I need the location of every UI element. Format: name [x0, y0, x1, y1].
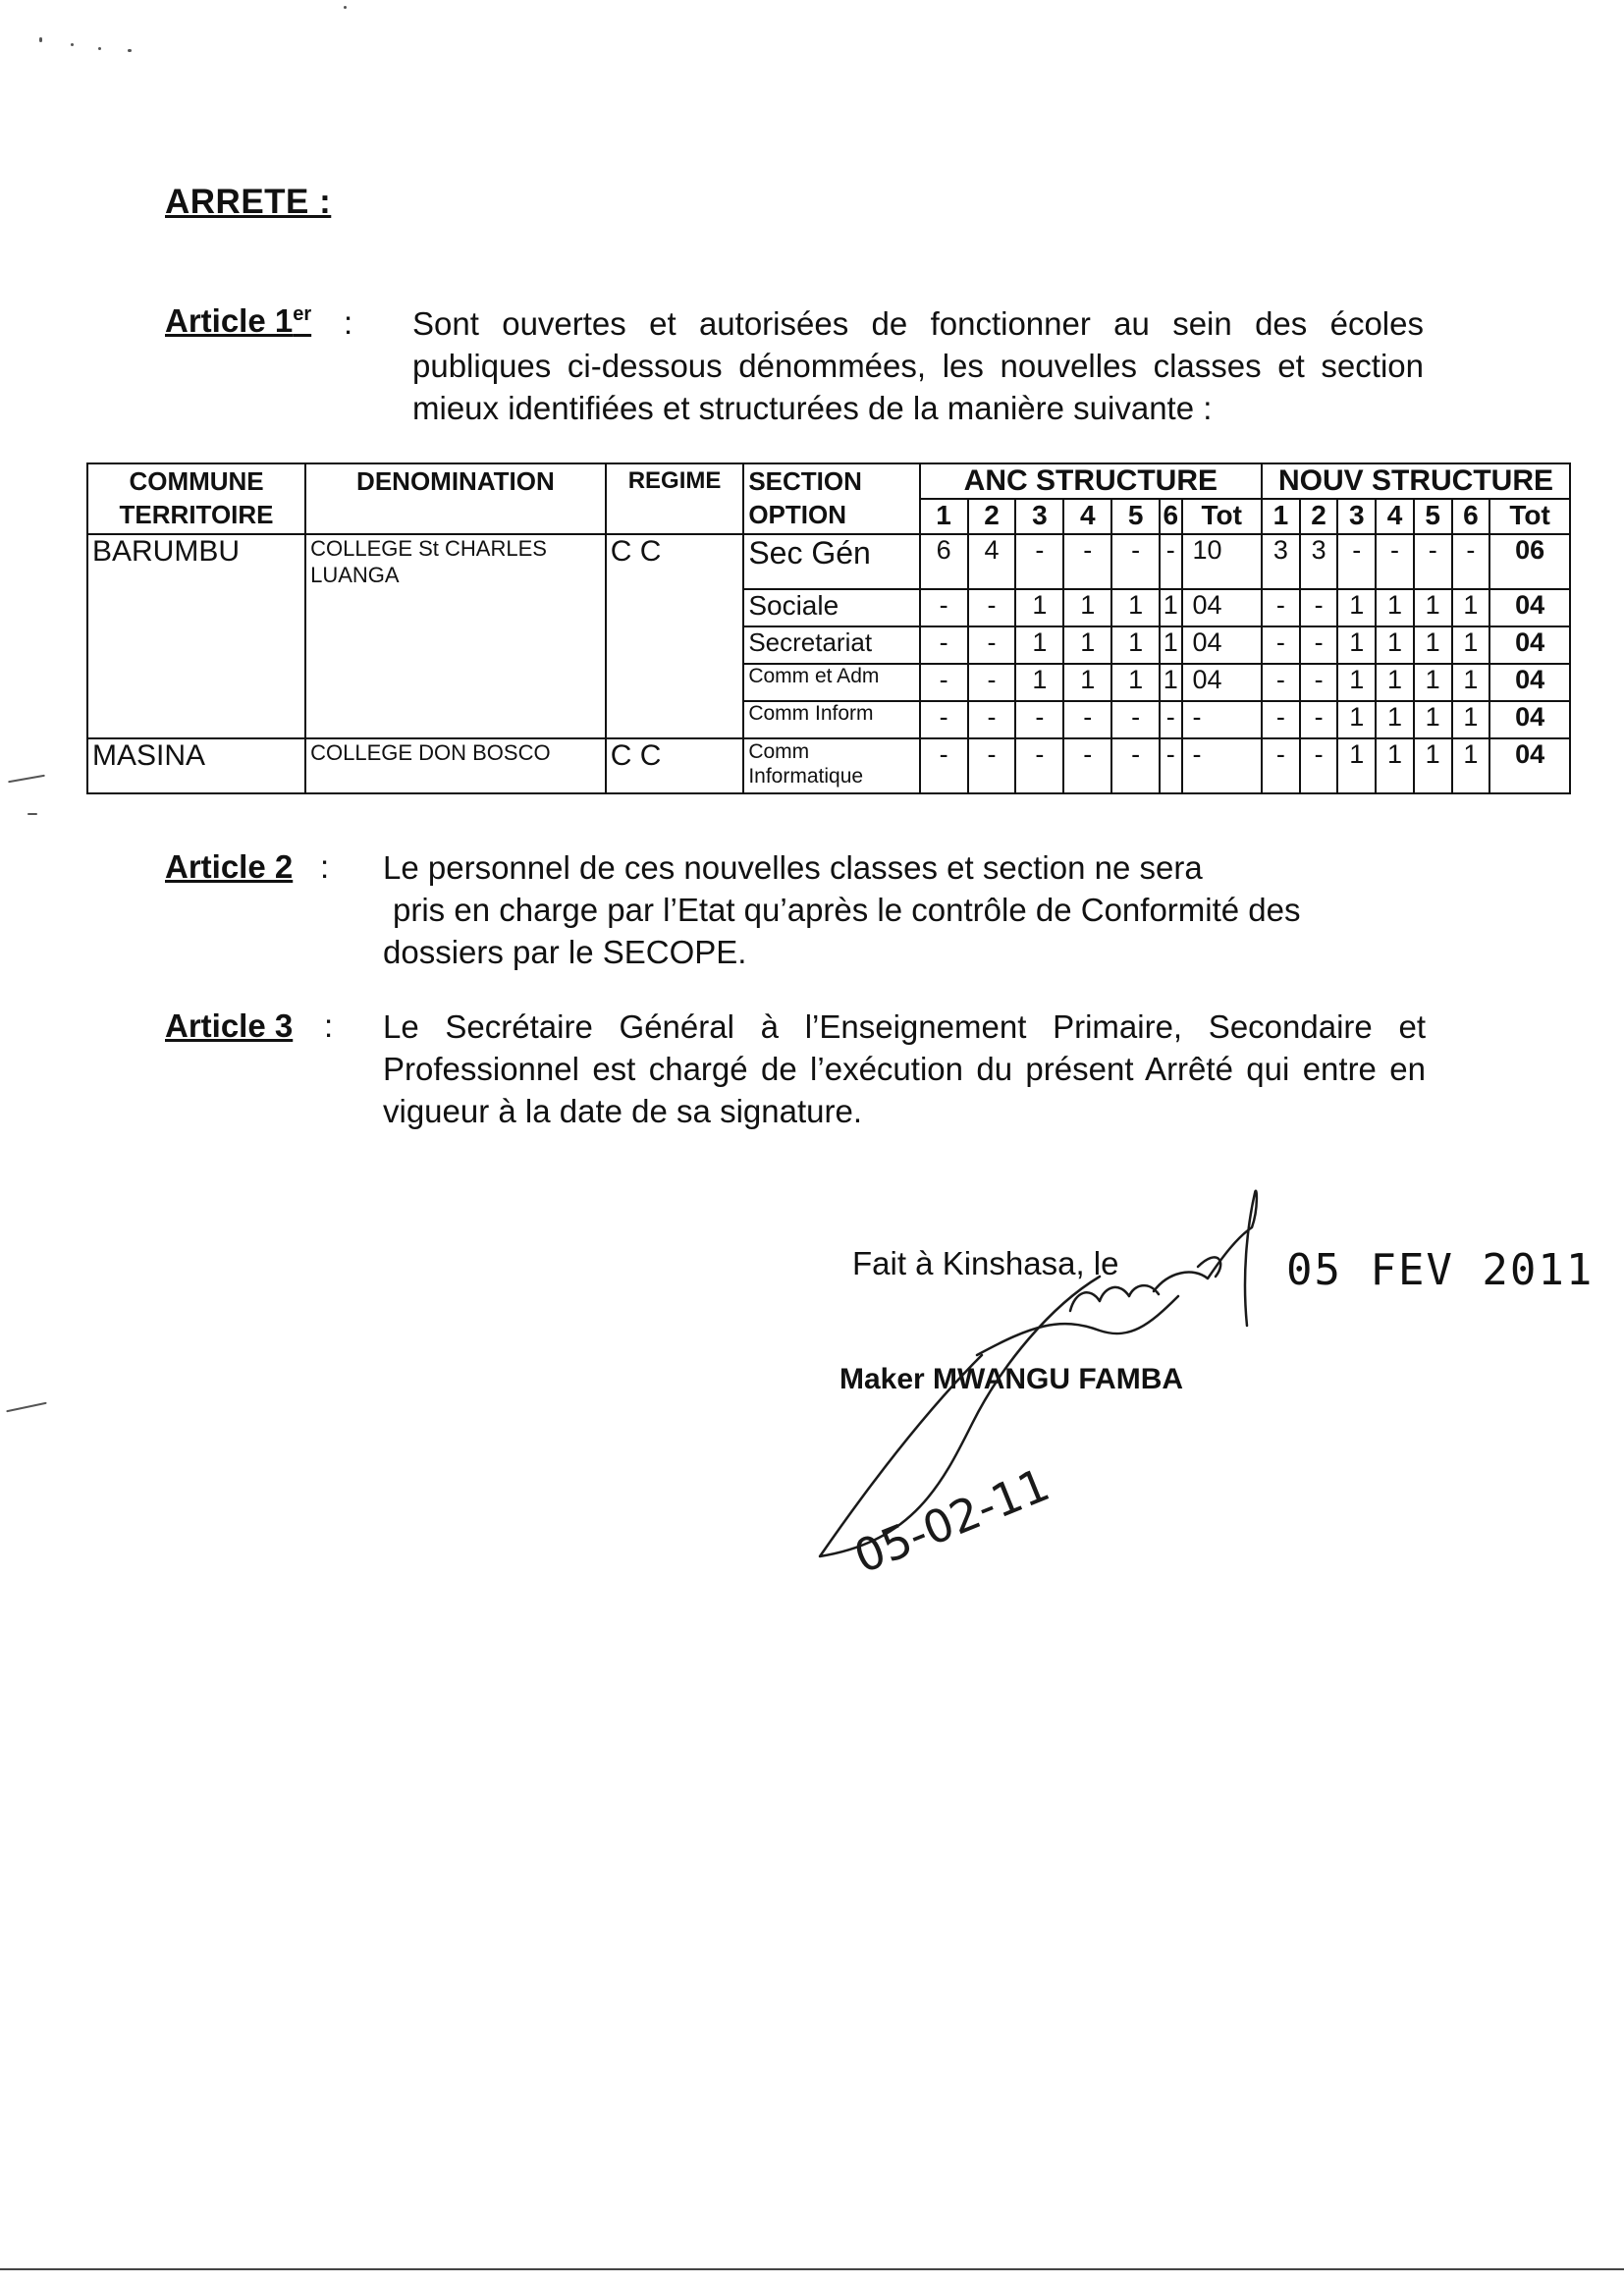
structure-table: [86, 462, 1571, 794]
header-section: [743, 463, 919, 534]
section-cell: Sociale: [743, 589, 919, 626]
nouv-total: 04: [1489, 701, 1570, 738]
header-anc-structure: ANC STRUCTURE: [920, 463, 1262, 499]
header-nouv-structure: NOUV STRUCTURE: [1262, 463, 1570, 499]
header-commune: [87, 463, 305, 534]
nouv-value: -: [1262, 626, 1300, 664]
nouv-value: -: [1300, 701, 1338, 738]
nouv-value: 1: [1452, 589, 1490, 626]
nouv-value: -: [1262, 589, 1300, 626]
nouv-value: 1: [1337, 589, 1376, 626]
scan-speck: [98, 47, 101, 50]
scan-speck: [39, 37, 42, 42]
header-section-line1: SECTION: [748, 466, 862, 496]
table-row: [87, 738, 1570, 793]
anc-value: -: [1111, 738, 1160, 793]
anc-value: 1: [1063, 664, 1111, 701]
nouv-value: -: [1300, 589, 1338, 626]
anc-value: -: [968, 589, 1016, 626]
nouv-value: 1: [1452, 701, 1490, 738]
nouv-value: 1: [1376, 738, 1414, 793]
header-nouv-col: 3: [1337, 499, 1376, 534]
header-nouv-col: Tot: [1489, 499, 1570, 534]
nouv-value: 1: [1414, 738, 1452, 793]
regime-cell: C C: [606, 534, 744, 738]
nouv-value: 1: [1376, 626, 1414, 664]
article-1-label-text: Article 1: [165, 302, 294, 339]
signer-name: Maker MWANGU FAMBA: [839, 1363, 1184, 1395]
anc-value: -: [1111, 534, 1160, 589]
nouv-value: 1: [1376, 664, 1414, 701]
anc-value: -: [1015, 701, 1063, 738]
anc-value: 1: [1111, 589, 1160, 626]
header-nouv-col: 6: [1452, 499, 1490, 534]
nouv-value: 1: [1337, 626, 1376, 664]
handwritten-signature: [805, 1169, 1414, 1620]
place-date-label: Fait à Kinshasa, le: [852, 1245, 1119, 1281]
anc-value: -: [1063, 534, 1111, 589]
anc-value: -: [920, 589, 968, 626]
scan-speck: [344, 6, 347, 9]
nouv-value: 3: [1262, 534, 1300, 589]
nouv-value: -: [1262, 664, 1300, 701]
anc-value: 1: [1063, 589, 1111, 626]
anc-value: -: [920, 701, 968, 738]
nouv-value: 1: [1414, 626, 1452, 664]
anc-total: 04: [1182, 664, 1263, 701]
nouv-value: 1: [1337, 664, 1376, 701]
nouv-value: -: [1300, 664, 1338, 701]
anc-value: -: [1160, 738, 1181, 793]
article-1-text: Sont ouvertes et autorisées de fonctionner au sein des écoles publiques ci-dessous dénommées, les nouvelles classes et section mieux identifiées et structurées de la manière suivante :: [412, 305, 1424, 426]
header-nouv-col: 1: [1262, 499, 1300, 534]
commune-cell: MASINA: [87, 738, 305, 793]
anc-value: -: [968, 701, 1016, 738]
header-nouv-col: 5: [1414, 499, 1452, 534]
nouv-value: 1: [1376, 589, 1414, 626]
anc-value: -: [920, 664, 968, 701]
scan-speck: [6, 1402, 46, 1413]
article-1-label: [165, 302, 311, 340]
anc-value: 1: [1160, 626, 1181, 664]
anc-value: -: [968, 738, 1016, 793]
nouv-total: 06: [1489, 534, 1570, 589]
article-1-sup: er: [293, 303, 312, 325]
anc-total: -: [1182, 738, 1263, 793]
nouv-total: 04: [1489, 664, 1570, 701]
nouv-value: -: [1300, 738, 1338, 793]
header-commune-line1: COMMUNE: [129, 466, 264, 496]
header-commune-line2: TERRITOIRE: [119, 500, 274, 529]
anc-value: -: [1015, 534, 1063, 589]
article-2-colon: :: [320, 848, 330, 885]
anc-value: -: [920, 626, 968, 664]
nouv-value: -: [1414, 534, 1452, 589]
table-row: [87, 534, 1570, 589]
header-denomination: DENOMINATION: [305, 463, 606, 534]
anc-total: 04: [1182, 589, 1263, 626]
article-2-line: pris en charge par l’Etat qu’après le contrôle de Conformité des: [393, 892, 1301, 928]
anc-value: 1: [1111, 626, 1160, 664]
nouv-value: -: [1376, 534, 1414, 589]
denomination-cell: COLLEGE DON BOSCO: [305, 738, 606, 793]
nouv-value: 1: [1337, 701, 1376, 738]
header-anc-col: 6: [1160, 499, 1181, 534]
page-bottom-rule: [0, 2268, 1624, 2270]
nouv-value: 1: [1452, 738, 1490, 793]
nouv-value: 1: [1376, 701, 1414, 738]
anc-total: 04: [1182, 626, 1263, 664]
anc-value: -: [968, 664, 1016, 701]
section-cell: Comm Inform: [743, 701, 919, 738]
nouv-value: -: [1300, 626, 1338, 664]
anc-value: -: [920, 738, 968, 793]
section-cell: Secretariat: [743, 626, 919, 664]
header-anc-col: Tot: [1182, 499, 1263, 534]
header-nouv-col: 2: [1300, 499, 1338, 534]
nouv-value: 1: [1337, 738, 1376, 793]
scan-speck: [128, 49, 132, 52]
anc-value: 1: [1015, 664, 1063, 701]
article-3-colon: :: [324, 1007, 334, 1044]
anc-value: 1: [1015, 589, 1063, 626]
anc-total: 10: [1182, 534, 1263, 589]
anc-value: 1: [1160, 664, 1181, 701]
article-2-line: dossiers par le SECOPE.: [383, 934, 747, 970]
nouv-value: 1: [1452, 626, 1490, 664]
anc-value: -: [1160, 534, 1181, 589]
anc-value: -: [1160, 701, 1181, 738]
anc-value: 6: [920, 534, 968, 589]
header-section-line2: OPTION: [748, 500, 846, 529]
nouv-value: 1: [1452, 664, 1490, 701]
article-3-text: Le Secrétaire Général à l’Enseignement Primaire, Secondaire et Professionnel est chargé de l’exécution du présent Arrêté qui entre en vigueur à la date de sa signature.: [383, 1008, 1426, 1129]
header-regime: REGIME: [606, 463, 744, 534]
article-2-text: [383, 846, 1443, 973]
article-2-label: Article 2: [165, 848, 294, 885]
anc-value: 4: [968, 534, 1016, 589]
header-anc-col: 4: [1063, 499, 1111, 534]
nouv-value: 3: [1300, 534, 1338, 589]
nouv-value: -: [1262, 738, 1300, 793]
anc-value: -: [1111, 701, 1160, 738]
anc-total: -: [1182, 701, 1263, 738]
anc-value: -: [1063, 738, 1111, 793]
nouv-total: 04: [1489, 589, 1570, 626]
decree-heading: ARRETE :: [165, 183, 332, 221]
anc-value: 1: [1160, 589, 1181, 626]
denomination-cell: COLLEGE St CHARLES LUANGA: [305, 534, 606, 738]
header-anc-col: 2: [968, 499, 1016, 534]
anc-value: -: [1015, 738, 1063, 793]
nouv-value: -: [1262, 701, 1300, 738]
section-cell: Sec Gén: [743, 534, 919, 589]
signature-date-stamp: 05 FEV 2011: [1286, 1245, 1595, 1295]
header-nouv-col: 4: [1376, 499, 1414, 534]
nouv-value: 1: [1414, 701, 1452, 738]
article-2-line: Le personnel de ces nouvelles classes et section ne sera: [383, 849, 1203, 886]
scan-speck: [8, 775, 45, 784]
nouv-total: 04: [1489, 738, 1570, 793]
header-anc-col: 5: [1111, 499, 1160, 534]
article-1-colon: :: [344, 304, 353, 341]
handwritten-date-note: 05-02-11: [846, 1457, 1057, 1584]
anc-value: 1: [1063, 626, 1111, 664]
article-3-label: Article 3: [165, 1007, 294, 1044]
nouv-total: 04: [1489, 626, 1570, 664]
nouv-value: -: [1337, 534, 1376, 589]
scan-speck: [27, 813, 37, 815]
anc-value: 1: [1015, 626, 1063, 664]
anc-value: 1: [1111, 664, 1160, 701]
header-anc-col: 1: [920, 499, 968, 534]
header-anc-col: 3: [1015, 499, 1063, 534]
section-cell: Comm et Adm: [743, 664, 919, 701]
commune-cell: BARUMBU: [87, 534, 305, 738]
nouv-value: -: [1452, 534, 1490, 589]
nouv-value: 1: [1414, 589, 1452, 626]
scan-speck: [71, 43, 74, 46]
anc-value: -: [1063, 701, 1111, 738]
nouv-value: 1: [1414, 664, 1452, 701]
regime-cell: C C: [606, 738, 744, 793]
anc-value: -: [968, 626, 1016, 664]
section-cell: Comm Informatique: [743, 738, 919, 793]
